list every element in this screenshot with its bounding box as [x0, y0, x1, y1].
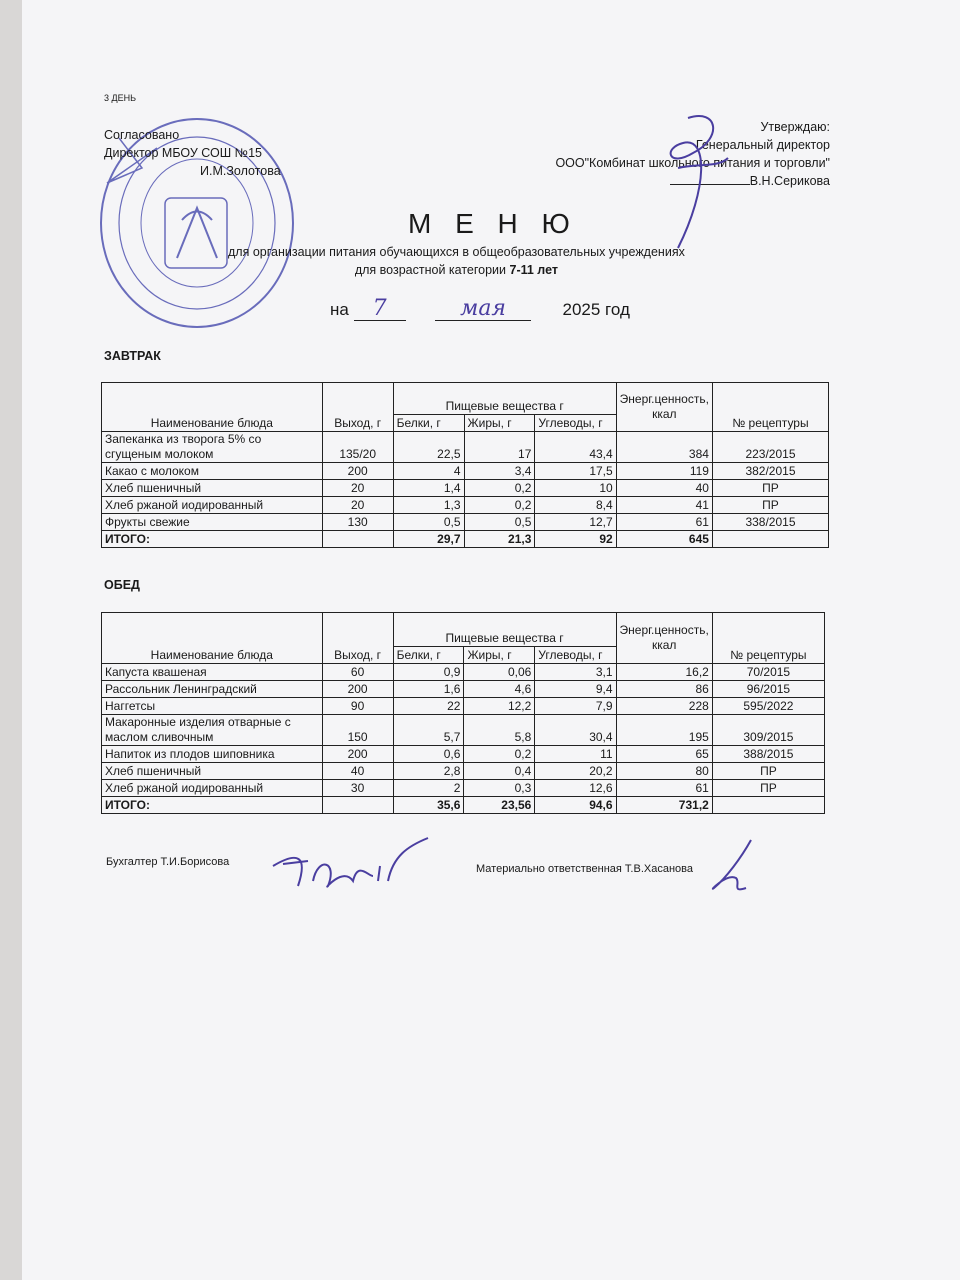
- date-day: 7: [354, 298, 406, 321]
- dish-recipe: 338/2015: [712, 514, 828, 531]
- dish-output: 130: [322, 514, 393, 531]
- director-title: Директор МБОУ СОШ №15: [104, 146, 262, 160]
- dish-output: 40: [322, 763, 393, 780]
- dish-energy: 61: [616, 514, 712, 531]
- total-carbs: 92: [535, 531, 616, 548]
- col-carbs: Углеводы, г: [535, 647, 616, 664]
- dish-recipe: ПР: [712, 497, 828, 514]
- dish-energy: 40: [616, 480, 712, 497]
- dish-protein: 1,3: [393, 497, 464, 514]
- dish-fat: 0,2: [464, 480, 535, 497]
- dish-carbs: 43,4: [535, 432, 616, 463]
- dish-name: Напиток из плодов шиповника: [102, 746, 323, 763]
- dish-recipe: 309/2015: [712, 715, 824, 746]
- dish-fat: 0,4: [464, 763, 535, 780]
- table-row: [102, 432, 829, 463]
- col-fat: Жиры, г: [464, 415, 535, 432]
- dish-energy: 16,2: [616, 664, 712, 681]
- director-signature: [648, 108, 738, 258]
- dish-carbs: 7,9: [535, 698, 616, 715]
- dish-name: Капуста квашеная: [102, 664, 323, 681]
- col-name: Наименование блюда: [102, 613, 323, 664]
- dish-name: Хлеб ржаной иодированный: [102, 780, 323, 797]
- table-row: [102, 463, 829, 480]
- approve-label: Утверждаю:: [760, 120, 830, 134]
- dish-recipe: 595/2022: [712, 698, 824, 715]
- dish-energy: 384: [616, 432, 712, 463]
- table-row: [102, 514, 829, 531]
- date-month: мая: [435, 298, 531, 321]
- dish-carbs: 12,6: [535, 780, 616, 797]
- dish-fat: 17: [464, 432, 535, 463]
- dish-fat: 0,5: [464, 514, 535, 531]
- accountant-signature: [268, 836, 438, 896]
- col-output: Выход, г: [322, 383, 393, 432]
- col-fat: Жиры, г: [464, 647, 535, 664]
- company-name: ООО"Комбинат школьного питания и торговли": [555, 156, 830, 170]
- dish-name: Какао с молоком: [102, 463, 323, 480]
- total-protein: 29,7: [393, 531, 464, 548]
- dish-protein: 2: [393, 780, 464, 797]
- table-row: [102, 497, 829, 514]
- dish-output: 200: [322, 746, 393, 763]
- general-director-name: В.Н.Серикова: [555, 172, 830, 190]
- dish-name: Макаронные изделия отварные с маслом сливочным: [102, 715, 323, 746]
- table-row: [102, 480, 829, 497]
- dish-fat: 4,6: [464, 681, 535, 698]
- approved-label: Согласовано: [104, 128, 180, 142]
- col-protein: Белки, г: [393, 415, 464, 432]
- responsible-label: Материально ответственная Т.В.Хасанова: [476, 863, 693, 875]
- lunch-table: [101, 612, 825, 814]
- dish-energy: 65: [616, 746, 712, 763]
- dish-protein: 1,6: [393, 681, 464, 698]
- dish-carbs: 30,4: [535, 715, 616, 746]
- dish-carbs: 3,1: [535, 664, 616, 681]
- dish-recipe: 223/2015: [712, 432, 828, 463]
- dish-output: 200: [322, 463, 393, 480]
- dish-name: Хлеб пшеничный: [102, 480, 323, 497]
- dish-output: 20: [322, 497, 393, 514]
- dish-output: 60: [322, 664, 393, 681]
- date-line: на 7 мая 2025 год: [330, 296, 630, 321]
- dish-carbs: 20,2: [535, 763, 616, 780]
- col-name: Наименование блюда: [102, 383, 323, 432]
- table-row: [102, 681, 825, 698]
- total-recipe: [712, 797, 824, 814]
- dish-output: 30: [322, 780, 393, 797]
- dish-fat: 0,3: [464, 780, 535, 797]
- total-energy: 645: [616, 531, 712, 548]
- dish-name: Хлеб ржаной иодированный: [102, 497, 323, 514]
- total-output: [322, 797, 393, 814]
- page-title: М Е Н Ю: [408, 208, 578, 239]
- dish-protein: 22: [393, 698, 464, 715]
- total-fat: 21,3: [464, 531, 535, 548]
- dish-output: 150: [322, 715, 393, 746]
- breakfast-heading: ЗАВТРАК: [104, 349, 161, 363]
- dish-energy: 61: [616, 780, 712, 797]
- dish-carbs: 11: [535, 746, 616, 763]
- table-row: [102, 780, 825, 797]
- dish-energy: 119: [616, 463, 712, 480]
- director-name: И.М.Золотова: [200, 164, 281, 178]
- table-row: [102, 698, 825, 715]
- total-row: [102, 531, 829, 548]
- dish-fat: 12,2: [464, 698, 535, 715]
- table-row: [102, 763, 825, 780]
- total-fat: 23,56: [464, 797, 535, 814]
- dish-carbs: 17,5: [535, 463, 616, 480]
- col-carbs: Углеводы, г: [535, 415, 616, 432]
- table-row: [102, 664, 825, 681]
- total-recipe: [712, 531, 828, 548]
- dish-name: Рассольник Ленинградский: [102, 681, 323, 698]
- dish-fat: 0,2: [464, 746, 535, 763]
- dish-recipe: 388/2015: [712, 746, 824, 763]
- dish-output: 200: [322, 681, 393, 698]
- subtitle-line2: для возрастной категории 7-11 лет: [354, 263, 558, 277]
- dish-protein: 0,9: [393, 664, 464, 681]
- approval-left-block: [104, 126, 281, 180]
- total-label: ИТОГО:: [102, 797, 323, 814]
- dish-protein: 22,5: [393, 432, 464, 463]
- dish-fat: 5,8: [464, 715, 535, 746]
- total-row: [102, 797, 825, 814]
- dish-name: Хлеб пшеничный: [102, 763, 323, 780]
- col-output: Выход, г: [322, 613, 393, 664]
- dish-energy: 195: [616, 715, 712, 746]
- dish-protein: 4: [393, 463, 464, 480]
- dish-carbs: 9,4: [535, 681, 616, 698]
- dish-energy: 86: [616, 681, 712, 698]
- day-label: 3 ДЕНЬ: [104, 93, 137, 103]
- accountant-label: Бухгалтер Т.И.Борисова: [106, 856, 230, 868]
- dish-fat: 0,06: [464, 664, 535, 681]
- dish-output: 20: [322, 480, 393, 497]
- dish-fat: 3,4: [464, 463, 535, 480]
- col-energy: Энерг.ценность, ккал: [616, 613, 712, 664]
- dish-output: 90: [322, 698, 393, 715]
- dish-output: 135/20: [322, 432, 393, 463]
- dish-recipe: 70/2015: [712, 664, 824, 681]
- dish-protein: 1,4: [393, 480, 464, 497]
- dish-protein: 5,7: [393, 715, 464, 746]
- dish-energy: 228: [616, 698, 712, 715]
- dish-recipe: ПР: [712, 780, 824, 797]
- dish-recipe: 382/2015: [712, 463, 828, 480]
- total-energy: 731,2: [616, 797, 712, 814]
- total-label: ИТОГО:: [102, 531, 323, 548]
- total-output: [322, 531, 393, 548]
- table-row: [102, 746, 825, 763]
- table-row: [102, 715, 825, 746]
- dish-carbs: 10: [535, 480, 616, 497]
- dish-recipe: 96/2015: [712, 681, 824, 698]
- dish-recipe: ПР: [712, 763, 824, 780]
- subtitle-line1: для организации питания обучающихся в общеобразовательных учреждениях: [228, 245, 685, 259]
- page-subtitle: [228, 243, 685, 279]
- col-recipe: № рецептуры: [712, 613, 824, 664]
- dish-recipe: ПР: [712, 480, 828, 497]
- dish-name: Фрукты свежие: [102, 514, 323, 531]
- dish-protein: 2,8: [393, 763, 464, 780]
- total-carbs: 94,6: [535, 797, 616, 814]
- dish-energy: 80: [616, 763, 712, 780]
- col-protein: Белки, г: [393, 647, 464, 664]
- col-energy: Энерг.ценность, ккал: [616, 383, 712, 432]
- dish-carbs: 12,7: [535, 514, 616, 531]
- total-protein: 35,6: [393, 797, 464, 814]
- date-year: 2025 год: [562, 300, 630, 319]
- dish-energy: 41: [616, 497, 712, 514]
- dish-carbs: 8,4: [535, 497, 616, 514]
- lunch-heading: ОБЕД: [104, 578, 140, 592]
- responsible-signature: [706, 838, 766, 898]
- dish-protein: 0,5: [393, 514, 464, 531]
- dish-fat: 0,2: [464, 497, 535, 514]
- breakfast-table: [101, 382, 829, 548]
- general-director-title: Генеральный директор: [695, 138, 830, 152]
- col-nutrients: Пищевые вещества г: [393, 383, 616, 415]
- col-nutrients: Пищевые вещества г: [393, 613, 616, 647]
- dish-name: Наггетсы: [102, 698, 323, 715]
- dish-name: Запеканка из творога 5% со сгущеным молоком: [102, 432, 323, 463]
- dish-protein: 0,6: [393, 746, 464, 763]
- col-recipe: № рецептуры: [712, 383, 828, 432]
